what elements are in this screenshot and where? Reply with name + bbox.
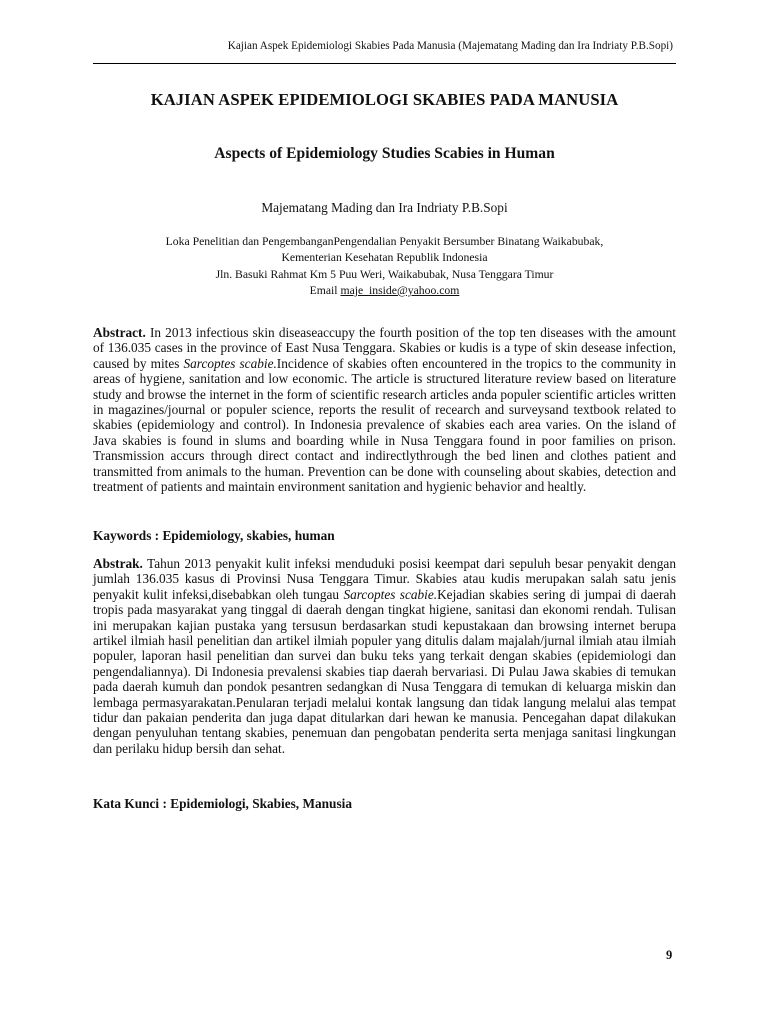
affiliation-line: Kementerian Kesehatan Republik Indonesia [281,251,488,265]
species-name: Sarcoptes scabie. [183,355,277,371]
affiliation-block [93,234,676,299]
running-header: Kajian Aspek Epidemiologi Skabies Pada Manusia (Majematang Mading dan Ira Indriaty P.B.Sopi) [227,40,673,52]
abstract-text: Incidence of skabies often encountered in the tropics to the community in areas of hygiene, sanitation and low economic. The article is structured literature review based on literature study and browse the internet in the form of scientific research articles anda populer scientific articles written in magazines/journal or populer science, reports the resulit of recearch and surveysand textbook related to skabies (epidemiology and control). In Indonesia prevalence of skabies each area varies. On the island of Java skabies is found in slums and boarding while in Nusa Tenggara found in poor families on prison. Transmission accurs through direct contact and indirectlythrough the bed linen and clothes patient and transmitted from animals to the human. Prevention can be done with counseling about skabies, detection and treatment of patients and maintain environment sanitation and hygienic behavior and healtly. [93,355,676,495]
page-number: 9 [666,948,673,962]
email-line [93,283,676,299]
abstract-text: Kejadian skabies sering di jumpai di daerah tropis pada masyarakat yang tinggal di daerah dengan tingkat higiene, sanitasi dan ekonomi rendah. Tulisan ini merupakan kajian pustaka yang tersusun berdasarkan studi kepustakaan dan browsing internet berupa artikel ilmiah hasil penelitian dan artikel ilmiah populer yang ditulis dalam majalah/jurnal ilmiah atau ilmiah populer, laporan hasil penelitian dan survei dan buku teks yang terkait dengan skabies (epidemiologi dan pengendaliannya). Di Indonesia prevalensi skabies tiap daerah bervariasi. Di Pulau Jawa skabies di temukan pada daerah kumuh dan pondok pesantren sedangkan di Nusa Tenggara di temukan di keluarga miskin dan lembaga permasyarakatan.Penularan terjadi melalui kontak langsung dan tidak langung melalui alas tempat tidur dan pakaian penderita dan juga dapat ditularkan dari hewan ke manusia. Pencegahan dapat dilakukan dengan penyuluhan tentang skabies, penemuan dan pengobatan penderita serta menjaga sanitasi lingkungan dan perilaku hidup bersih dan sehat. [93,586,676,756]
header-rule [93,63,676,64]
species-name: Sarcoptes scabie. [343,586,438,602]
abstract-text: In 2013 infectious skin diseaseaccupy the fourth position of the top ten diseases with the amount of 136.035 cases in the province of East Nusa Tenggara. Skabies or kudis is a type of skin desease infection, caused by mites [93,325,676,371]
abstract-lead: Abstract. [93,325,146,340]
abstract-english [93,325,676,494]
authors: Majematang Mading dan Ira Indriaty P.B.Sopi [261,200,508,215]
abstract-indonesian [93,556,676,756]
keywords-english: Kaywords : Epidemiology, skabies, human [93,528,335,543]
keywords-indonesian: Kata Kunci : Epidemiologi, Skabies, Manusia [93,796,352,811]
affiliation-line: Jln. Basuki Rahmat Km 5 Puu Weri, Waikabubak, Nusa Tenggara Timur [215,267,554,281]
paper-title: KAJIAN ASPEK EPIDEMIOLOGI SKABIES PADA MANUSIA [150,90,619,109]
abstract-text: Tahun 2013 penyakit kulit infeksi menduduki posisi keempat dari sepuluh besar penyakit dengan jumlah 136.035 kasus di Provinsi Nusa Tenggara Timur. Skabies atau kudis merupakan salah satu jenis penyakit kulit infeksi,disebabkan oleh tungau [93,556,676,602]
email-link[interactable]: maje_inside@yahoo.com [340,283,460,297]
abstract-lead: Abstrak. [93,556,143,571]
email-label: Email [309,283,341,297]
paper-subtitle: Aspects of Epidemiology Studies Scabies in Human [214,145,555,162]
affiliation-line: Loka Penelitian dan PengembanganPengendalian Penyakit Bersumber Binatang Waikabubak, [165,235,604,248]
